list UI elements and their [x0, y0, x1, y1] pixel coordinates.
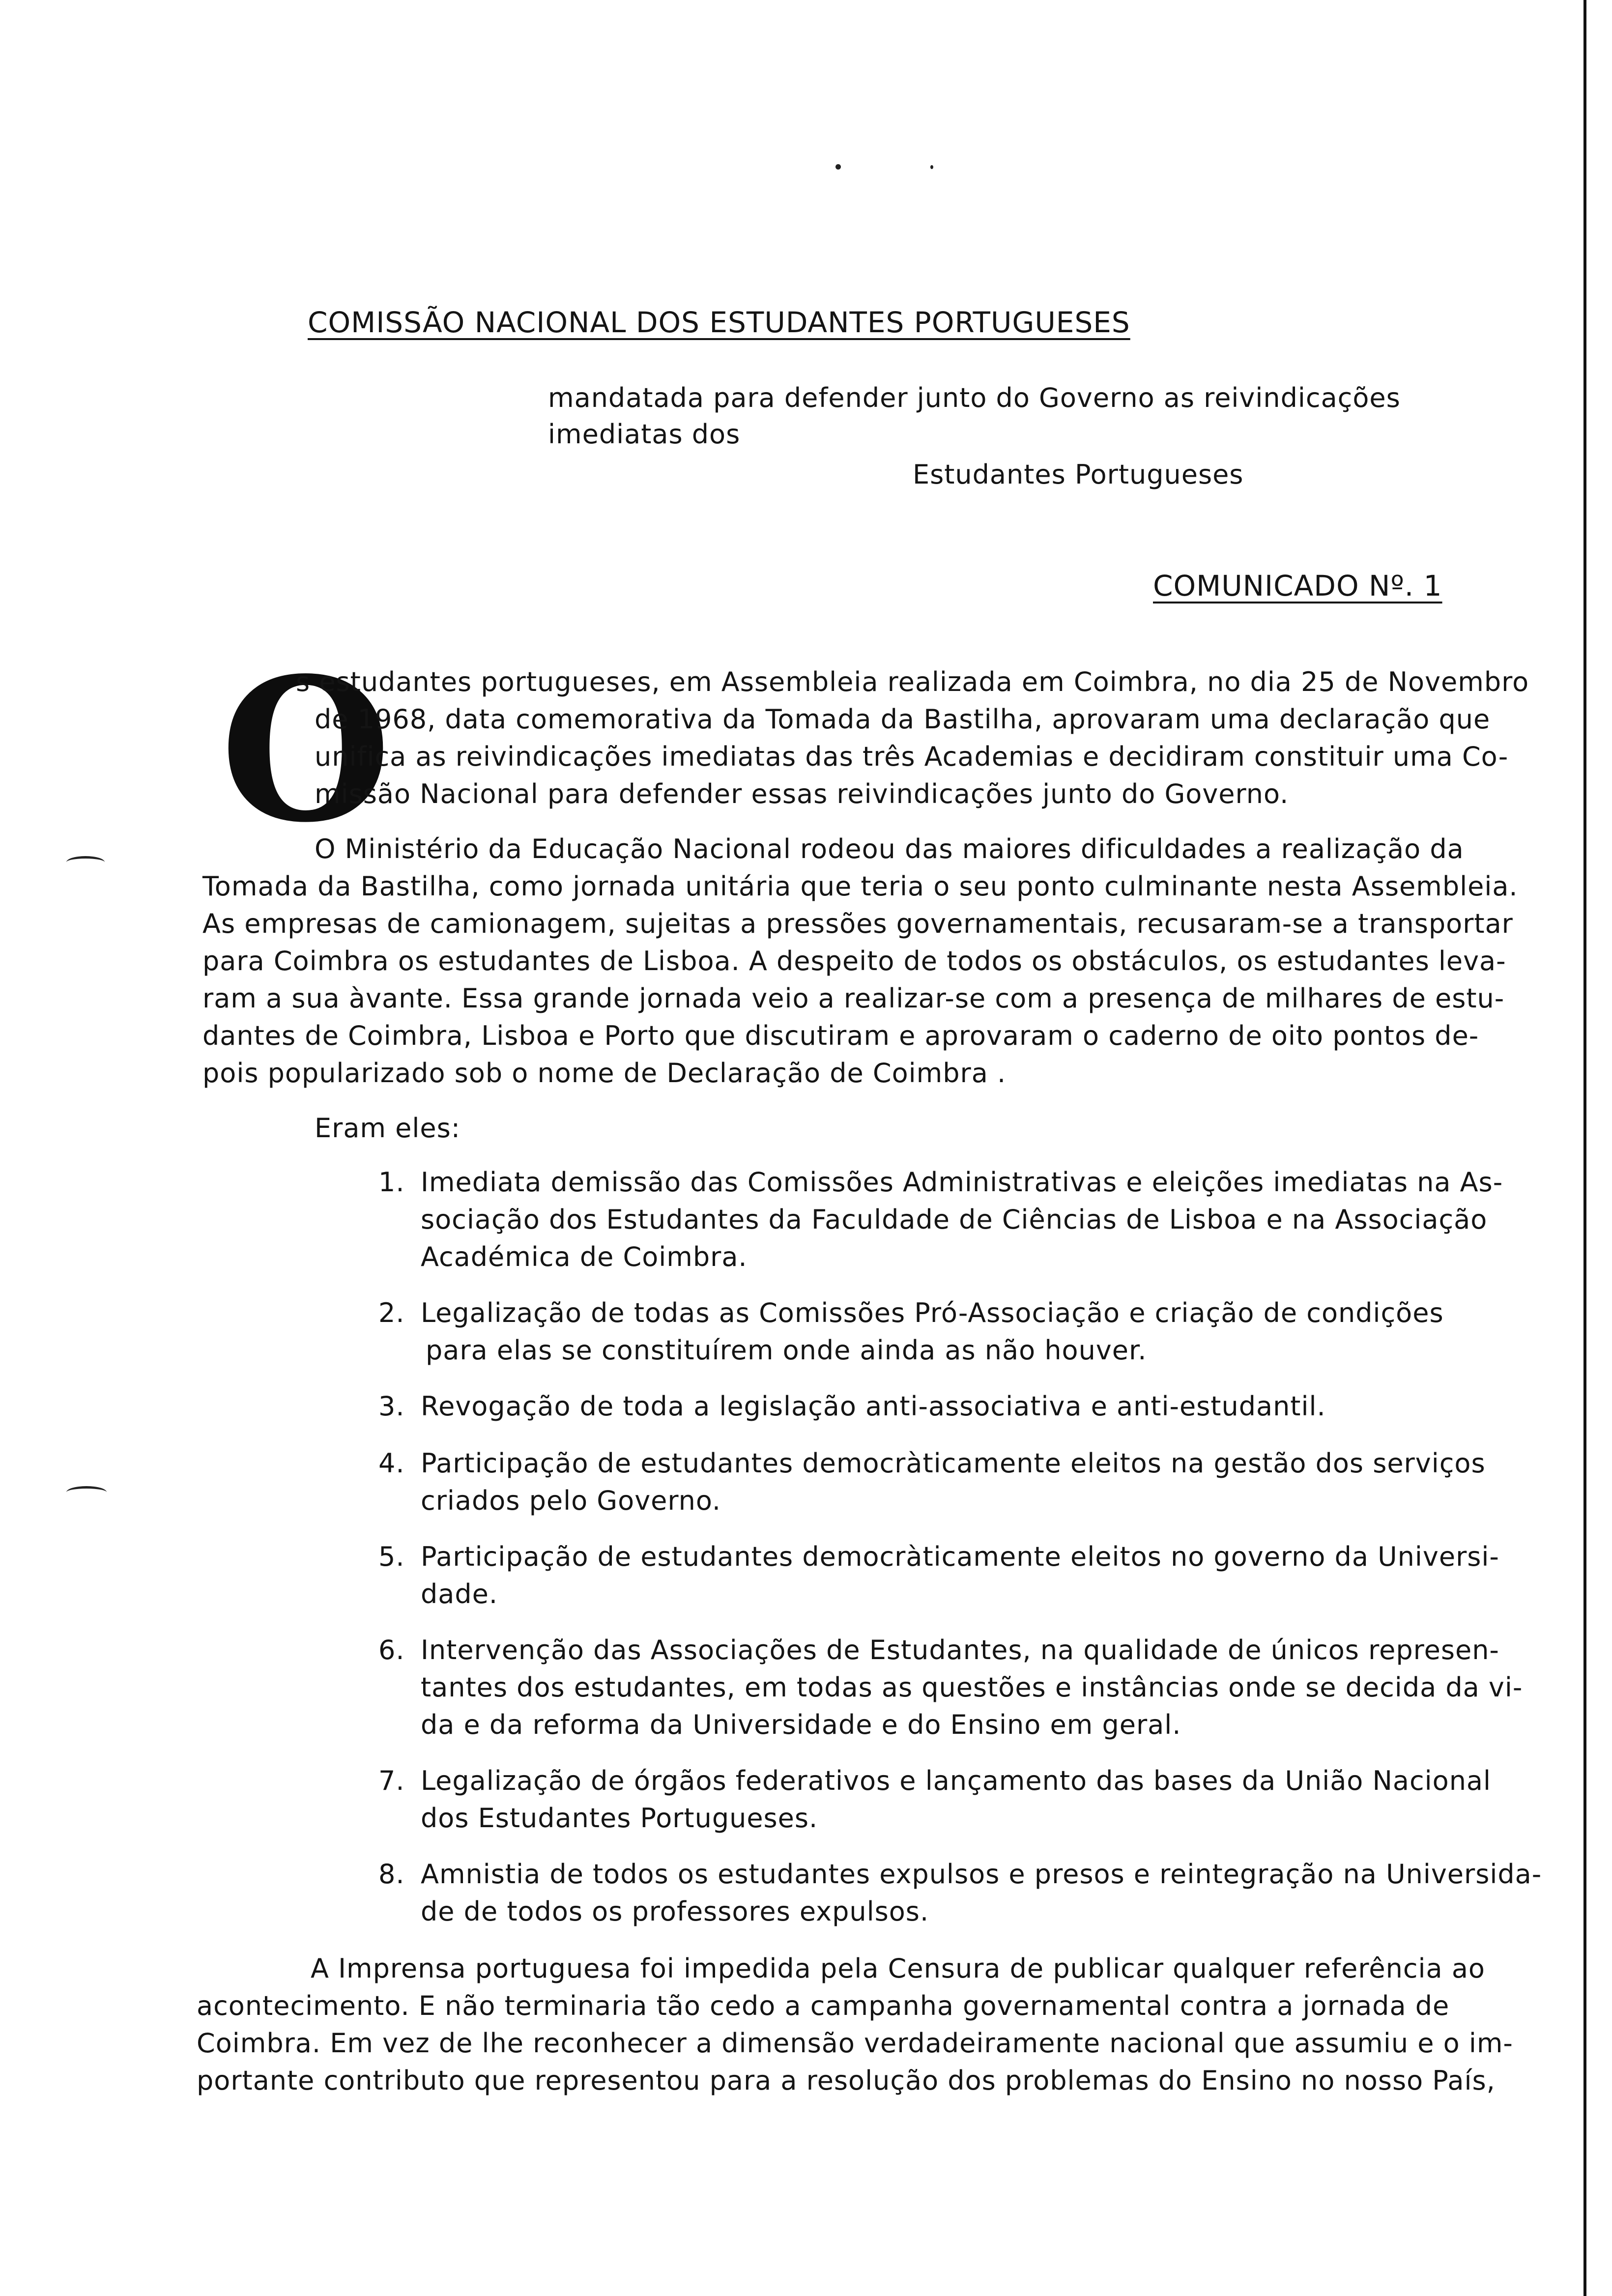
- paragraph-line: unifica as reivindicações imediatas das três Academias e decidiram constituir uma Co-: [315, 741, 1509, 772]
- paragraph-line: missão Nacional para defender essas reivindicações junto do Governo.: [315, 778, 1289, 809]
- paragraph-line: As empresas de camionagem, sujeitas a pressões governamentais, recusaram-se a transportar: [202, 908, 1513, 939]
- paragraph-line: ram a sua àvante. Essa grande jornada veio a realizar-se com a presença de milhares de estu-: [202, 983, 1505, 1014]
- list-item-number: 3.: [378, 1391, 405, 1422]
- paragraph-line: pois popularizado sob o nome de Declaração de Coimbra .: [202, 1058, 1007, 1089]
- list-item-line: Legalização de órgãos federativos e lançamento das bases da União Nacional: [421, 1765, 1492, 1796]
- paragraph-line: de 1968, data comemorativa da Tomada da Bastilha, aprovaram uma declaração que: [315, 704, 1491, 735]
- communique-number: COMUNICADO Nº. 1: [1153, 569, 1442, 603]
- paragraph-line: dantes de Coimbra, Lisboa e Porto que discutiram e aprovaram o caderno de oito pontos de-: [202, 1020, 1479, 1051]
- hole-punch-mark: [66, 1486, 107, 1498]
- list-item-line: Legalização de todas as Comissões Pró-Associação e criação de condições: [421, 1297, 1444, 1328]
- list-item-number: 4.: [378, 1448, 405, 1479]
- list-item-line: da e da reforma da Universidade e do Ensino em geral.: [421, 1709, 1181, 1740]
- subtitle-line: imediatas dos: [548, 419, 741, 450]
- list-item-line: sociação dos Estudantes da Faculdade de Ciências de Lisboa e na Associação: [421, 1204, 1488, 1235]
- scan-speck: [930, 165, 933, 169]
- paragraph-line: Tomada da Bastilha, como jornada unitária que teria o seu ponto culminante nesta Assembleia.: [202, 871, 1518, 902]
- list-item-line: tantes dos estudantes, em todas as questões e instâncias onde se decida da vi-: [421, 1672, 1523, 1703]
- list-item-line: criados pelo Governo.: [421, 1485, 721, 1516]
- list-item-line: Imediata demissão das Comissões Administrativas e eleições imediatas na As-: [421, 1167, 1503, 1198]
- list-intro: Eram eles:: [315, 1113, 461, 1144]
- list-item-line: Participação de estudantes democràticamente eleitos no governo da Universi-: [421, 1541, 1499, 1572]
- list-item-number: 8.: [378, 1859, 405, 1890]
- list-item-line: Académica de Coimbra.: [421, 1241, 748, 1272]
- paragraph-line: O Ministério da Educação Nacional rodeou das maiores dificuldades a realização da: [315, 833, 1464, 864]
- subtitle-line: Estudantes Portugueses: [913, 459, 1244, 490]
- list-item-number: 5.: [378, 1541, 405, 1572]
- list-item-number: 1.: [378, 1167, 405, 1198]
- paragraph-line: Coimbra. Em vez de lhe reconhecer a dimensão verdadeiramente nacional que assumiu e o im-: [197, 2028, 1513, 2059]
- paragraph-line: A Imprensa portuguesa foi impedida pela Censura de publicar qualquer referência ao: [311, 1953, 1485, 1984]
- list-item-line: Participação de estudantes democràticamente eleitos na gestão dos serviços: [421, 1448, 1486, 1479]
- subtitle-line: mandatada para defender junto do Governo as reivindicações: [548, 382, 1401, 413]
- drop-cap-letter: O: [220, 635, 392, 866]
- list-item-number: 2.: [378, 1297, 405, 1328]
- paragraph-line: portante contributo que representou para a resolução dos problemas do Ensino no nosso País,: [197, 2065, 1496, 2096]
- list-item-line: de de todos os professores expulsos.: [421, 1896, 929, 1927]
- list-item-line: dade.: [421, 1578, 498, 1609]
- paragraph-line: para Coimbra os estudantes de Lisboa. A despeito de todos os obstáculos, os estudantes leva-: [202, 946, 1506, 976]
- paragraph-line: s estudantes portugueses, em Assembleia realizada em Coimbra, no dia 25 de Novembro: [296, 666, 1529, 697]
- list-item-line: Amnistia de todos os estudantes expulsos e presos e reintegração na Universida-: [421, 1859, 1542, 1890]
- list-item-number: 6.: [378, 1635, 405, 1665]
- paragraph-line: acontecimento. E não terminaria tão cedo a campanha governamental contra a jornada de: [197, 1990, 1450, 2021]
- list-item-line: Intervenção das Associações de Estudantes, na qualidade de únicos represen-: [421, 1635, 1499, 1665]
- scan-speck: [835, 164, 841, 170]
- list-item-line: Revogação de toda a legislação anti-associativa e anti-estudantil.: [421, 1391, 1326, 1422]
- document-title: COMISSÃO NACIONAL DOS ESTUDANTES PORTUGUESES: [308, 306, 1130, 339]
- list-item-line: dos Estudantes Portugueses.: [421, 1803, 818, 1834]
- hole-punch-mark: [66, 856, 105, 868]
- list-item-line: para elas se constituírem onde ainda as não houver.: [426, 1335, 1147, 1366]
- list-item-number: 7.: [378, 1765, 405, 1796]
- page-edge-border: [1583, 0, 1586, 2296]
